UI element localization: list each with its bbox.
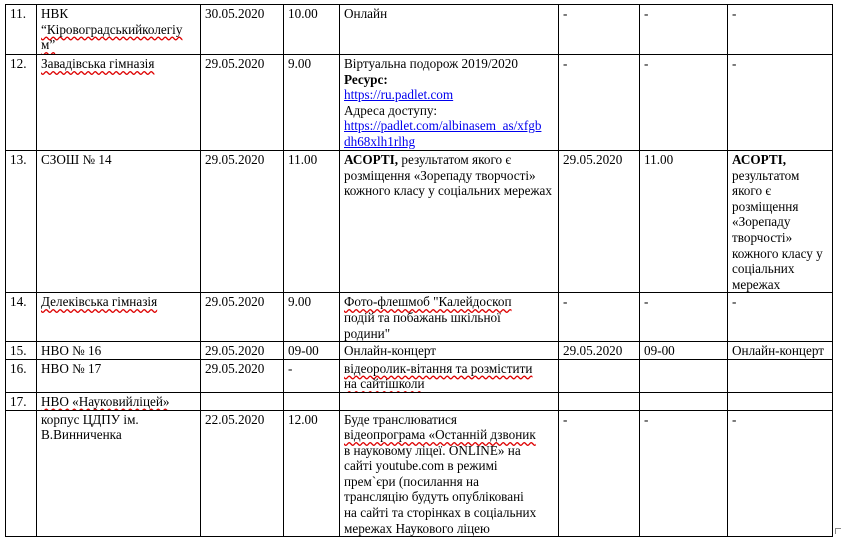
row-number: 15. <box>6 342 37 360</box>
school-name: НВО № 16 <box>37 342 201 360</box>
event-title-bold: АСОРТІ, <box>344 152 399 167</box>
event-time-2: - <box>640 410 728 537</box>
row-number: 16. <box>6 359 37 392</box>
row-number: 17. <box>6 392 37 410</box>
event-text-line: відеоролик-вітання та розмістити <box>344 360 533 376</box>
event-title: Віртуальна подорож 2019/2020 <box>344 56 518 71</box>
event-time: - <box>284 359 340 392</box>
table-row <box>6 359 833 392</box>
school-name-line: “Кіровоградськийколегіу <box>41 21 183 37</box>
event-time-2: - <box>640 293 728 342</box>
school-name: НВО № 17 <box>37 359 201 392</box>
event-date-2: 29.05.2020 <box>559 342 640 360</box>
event-description-2 <box>728 151 833 293</box>
table-row <box>6 293 833 342</box>
event-date: 30.05.2020 <box>201 5 284 55</box>
event-description: Онлайн <box>340 5 559 55</box>
page-corner-mark <box>835 528 841 534</box>
event-text-line: родини" <box>344 325 391 341</box>
event-description <box>340 151 559 293</box>
event-text-line: на сайтішколи <box>344 376 425 392</box>
event-time: 9.00 <box>284 55 340 151</box>
event-date-2: - <box>559 5 640 55</box>
empty-cell <box>640 392 728 410</box>
empty-cell <box>201 392 284 410</box>
event-text-line: в науковому ліцеї. ONLINE» на <box>344 442 521 458</box>
event-description-2: - <box>728 293 833 342</box>
school-name-line: НВК <box>41 6 69 21</box>
school-name <box>37 5 201 55</box>
empty-cell <box>340 392 559 410</box>
row-number: 14. <box>6 293 37 342</box>
event-time: 12.00 <box>284 410 340 537</box>
row-number: 13. <box>6 151 37 293</box>
event-description-2: Онлайн-концерт <box>728 342 833 360</box>
school-name <box>37 392 201 410</box>
empty-cell <box>284 392 340 410</box>
row-number <box>6 410 37 537</box>
event-date-2: 29.05.2020 <box>559 151 640 293</box>
event-description <box>340 293 559 342</box>
table-row <box>6 410 833 537</box>
event-time-2 <box>640 359 728 392</box>
event-description <box>340 359 559 392</box>
school-name: СЗОШ № 14 <box>37 151 201 293</box>
event-time-2: - <box>640 5 728 55</box>
event-text-line: трансляцію будуть опубліковані <box>344 489 524 505</box>
event-time-2: 11.00 <box>640 151 728 293</box>
school-name-line: В.Винниченка <box>41 427 122 443</box>
event-date: 29.05.2020 <box>201 342 284 360</box>
table-row <box>6 342 833 360</box>
resource-label: Ресурс: <box>344 71 388 87</box>
event-time: 9.00 <box>284 293 340 342</box>
event-text-line: мережах Наукового ліцею <box>344 520 490 536</box>
event-date-2 <box>559 359 640 392</box>
access-link-continued[interactable]: dh68xlh1rlhg <box>344 133 416 149</box>
empty-cell <box>728 392 833 410</box>
school-name <box>37 55 201 151</box>
event-description-2: - <box>728 55 833 151</box>
event-date: 29.05.2020 <box>201 55 284 151</box>
resource-link[interactable]: https://ru.padlet.com <box>344 87 454 103</box>
event-text: результатом якого є розміщення «Зорепаду творчості» кожного класу у соціальних мережах <box>344 152 552 199</box>
school-name-text: Завадівська гімназія <box>41 56 155 71</box>
school-name-text: Делеківська гімназія <box>41 294 158 310</box>
event-time: 11.00 <box>284 151 340 293</box>
event-text-line: на сайті та сторінках в соціальних <box>344 505 537 521</box>
school-name-text: НВО «Науковийліцей» <box>41 393 170 409</box>
event-text-line: Фото-флешмоб "Калейдоскоп <box>344 294 512 310</box>
table-row <box>6 151 833 293</box>
event-title-bold: АСОРТІ, <box>732 152 787 167</box>
event-description-2 <box>728 359 833 392</box>
event-description <box>340 410 559 537</box>
table-row <box>6 392 833 410</box>
school-name-line: корпус ЦДПУ ім. <box>41 411 139 427</box>
event-description-2: - <box>728 5 833 55</box>
event-date: 22.05.2020 <box>201 410 284 537</box>
school-name <box>37 410 201 537</box>
row-number: 11. <box>6 5 37 55</box>
event-time: 09-00 <box>284 342 340 360</box>
event-date-2: - <box>559 55 640 151</box>
empty-cell <box>559 392 640 410</box>
school-name-line: м” <box>41 37 56 53</box>
event-text-line: Буде транслюватися <box>344 411 457 427</box>
table-row <box>6 55 833 151</box>
event-date-2: - <box>559 410 640 537</box>
event-description <box>340 55 559 151</box>
event-time-2: - <box>640 55 728 151</box>
table-row <box>6 5 833 55</box>
access-link[interactable]: https://padlet.com/albinasem_as/xfgb <box>344 118 542 134</box>
event-time: 10.00 <box>284 5 340 55</box>
row-number: 12. <box>6 55 37 151</box>
event-date: 29.05.2020 <box>201 359 284 392</box>
event-text-line: відеопрограма «Останній дзвоник <box>344 427 536 443</box>
event-time-2: 09-00 <box>640 342 728 360</box>
event-description: Онлайн-концерт <box>340 342 559 360</box>
event-date: 29.05.2020 <box>201 151 284 293</box>
event-date: 29.05.2020 <box>201 293 284 342</box>
event-text-line: подій та побажань шкільної <box>344 309 501 325</box>
event-date-2: - <box>559 293 640 342</box>
event-text: результатом якого є розміщення «Зорепаду творчості» кожного класу у соціальних мережах <box>732 167 823 292</box>
event-description-2: - <box>728 410 833 537</box>
access-label: Адреса доступу: <box>344 102 437 118</box>
events-table <box>5 4 833 537</box>
event-text-line: сайті youtube.com в режимі <box>344 458 498 474</box>
event-text-line: прем`єри (посилання на <box>344 473 479 489</box>
school-name <box>37 293 201 342</box>
